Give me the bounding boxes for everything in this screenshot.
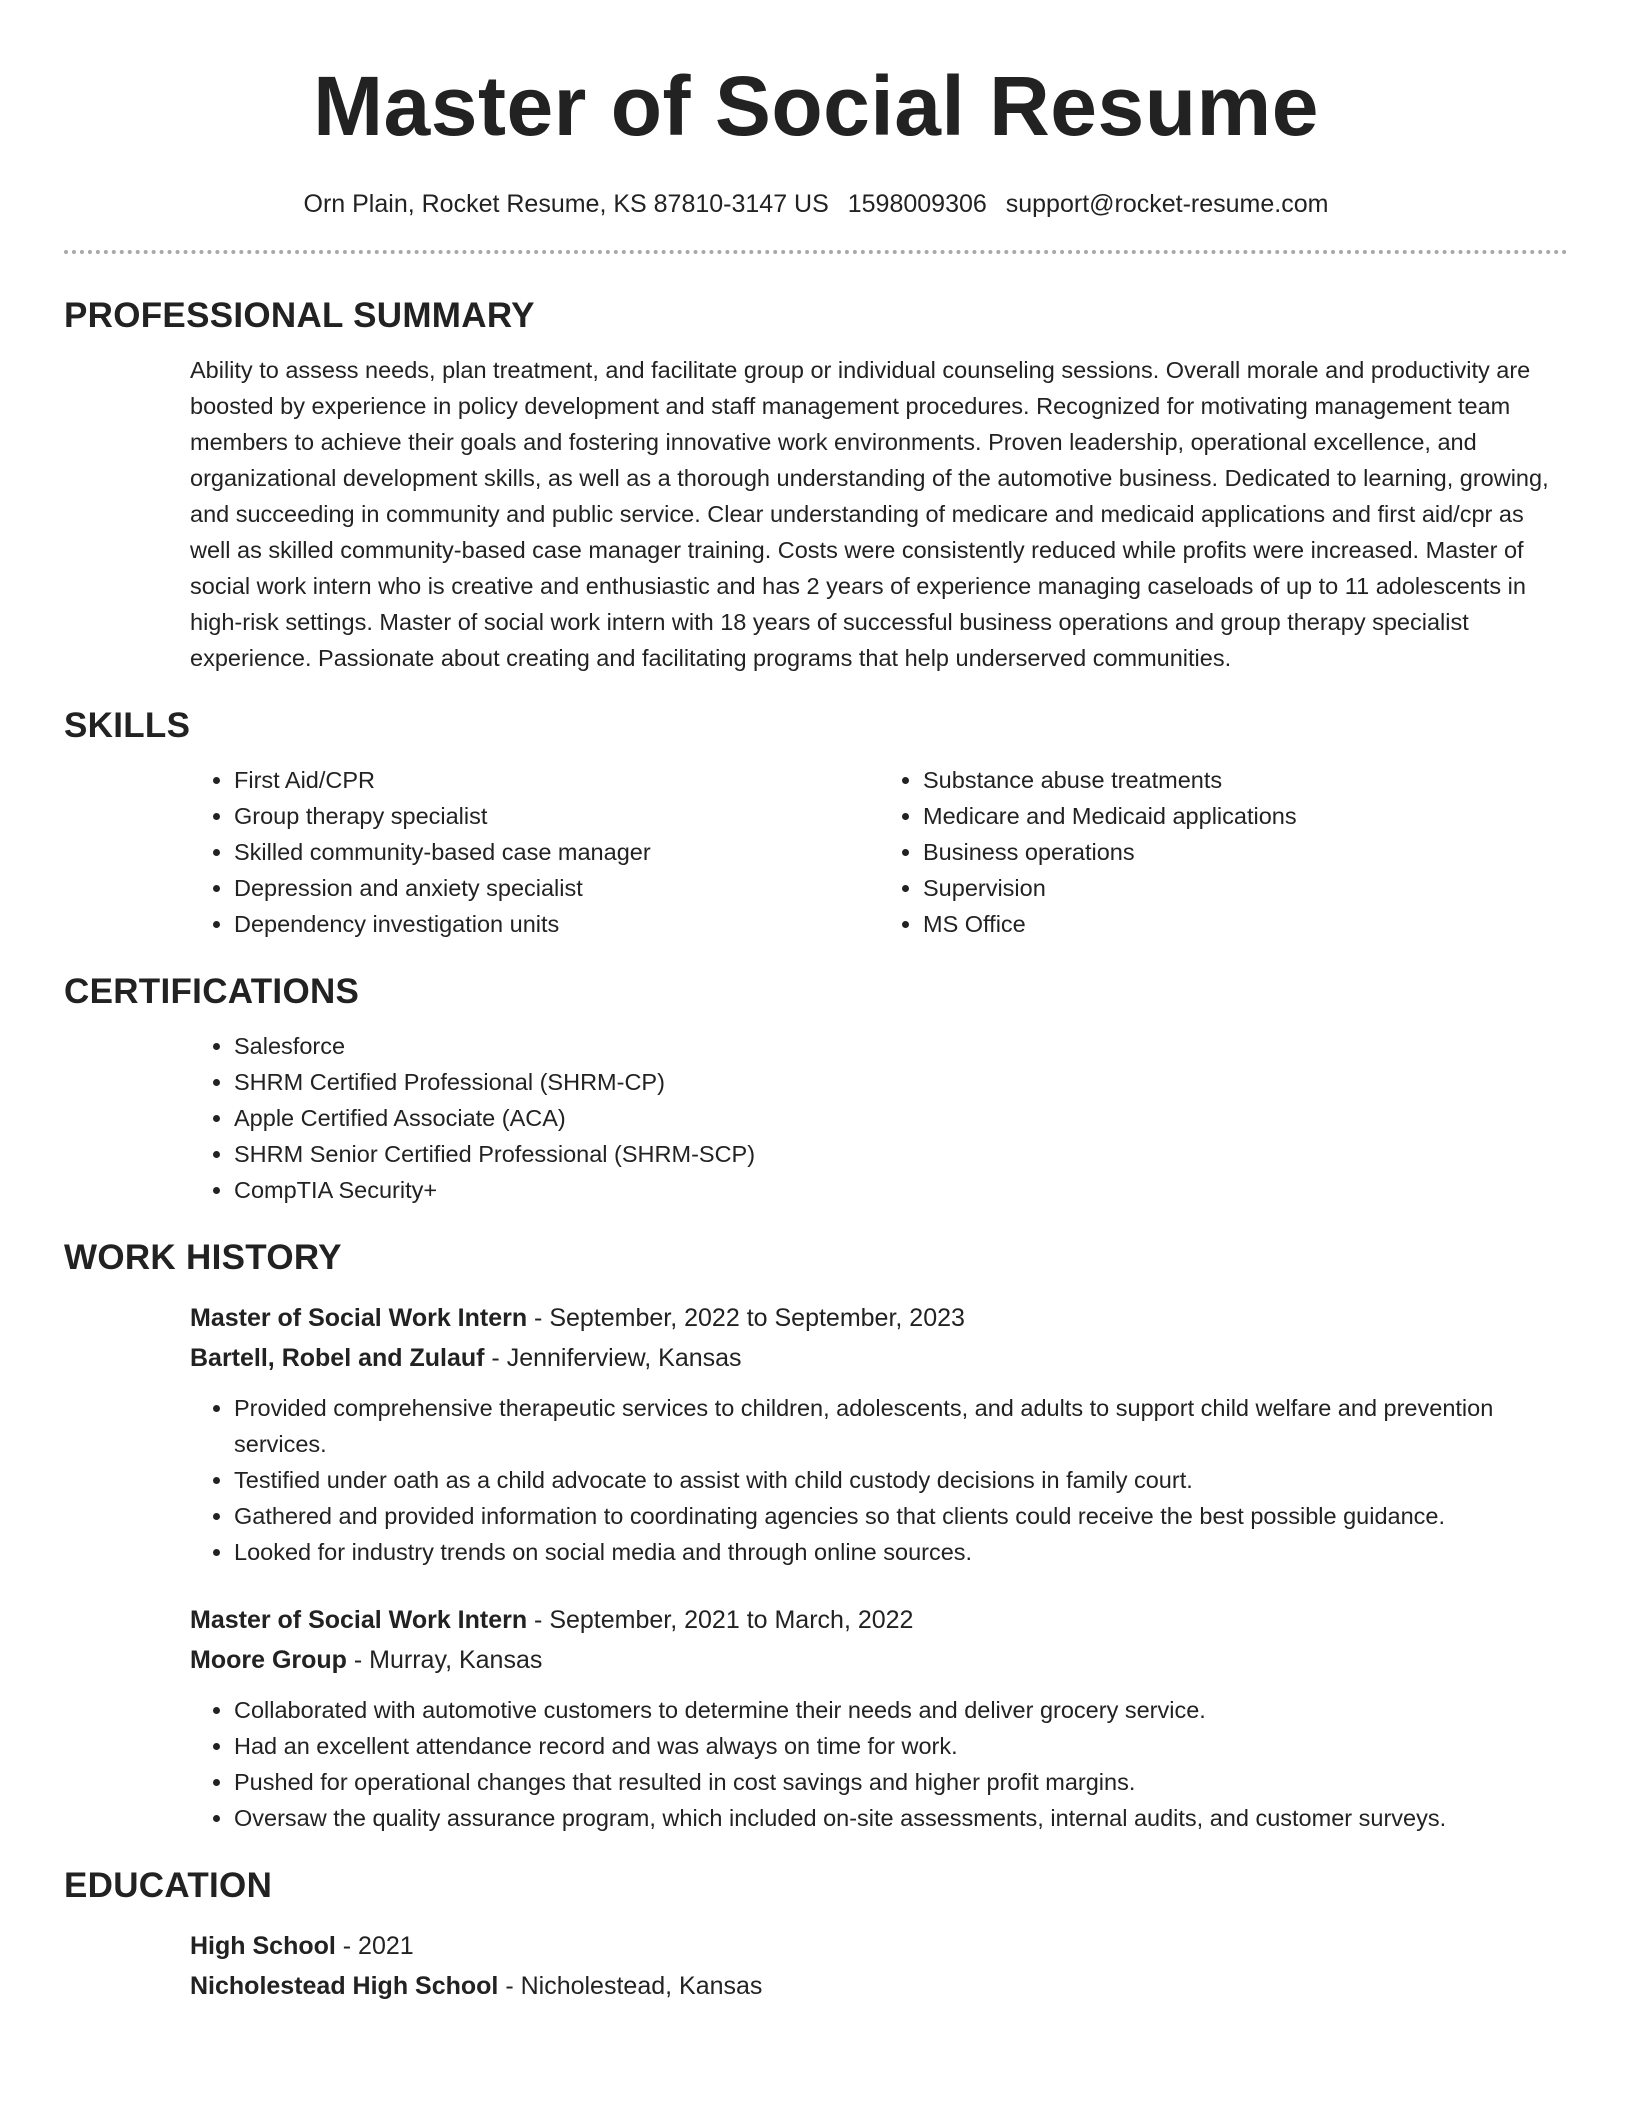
- skill-item: • Dependency investigation units: [234, 906, 879, 942]
- job-location: - Murray, Kansas: [346, 1646, 543, 1674]
- certification-item: • Apple Certified Associate (ACA): [234, 1100, 1568, 1136]
- section-skills: [64, 704, 1568, 942]
- section-work-history: [64, 1236, 1568, 1836]
- resume-header: [64, 0, 1568, 220]
- skill-item: • Skilled community-based case manager: [234, 834, 879, 870]
- contact-email: support@rocket-resume.com: [1005, 190, 1329, 218]
- section-title-summary: PROFESSIONAL SUMMARY: [64, 296, 535, 335]
- skills-grid: [64, 762, 1568, 942]
- job-entry: [190, 1298, 1568, 1570]
- skill-item: • MS Office: [923, 906, 1568, 942]
- job-role: Master of Social Work Intern: [190, 1606, 528, 1634]
- job-company-line: [190, 1640, 1568, 1680]
- section-professional-summary: [64, 294, 1568, 676]
- certification-item: • CompTIA Security+: [234, 1172, 1568, 1208]
- contact-address: Orn Plain, Rocket Resume, KS 87810-3147 US: [303, 190, 829, 218]
- section-title-education: EDUCATION: [64, 1866, 273, 1905]
- skill-item: • First Aid/CPR: [234, 762, 879, 798]
- job-dates: - September, 2021 to March, 2022: [527, 1606, 914, 1634]
- job-company-line: [190, 1338, 1568, 1378]
- education-degree-line: [190, 1926, 1568, 1966]
- job-entry: [190, 1600, 1568, 1836]
- job-role: Master of Social Work Intern: [190, 1304, 528, 1332]
- certification-item: • SHRM Senior Certified Professional (SHRM-SCP): [234, 1136, 1568, 1172]
- education-location: - Nicholestead, Kansas: [498, 1972, 763, 2000]
- section-title-work: WORK HISTORY: [64, 1238, 342, 1277]
- section-title-skills: SKILLS: [64, 706, 191, 745]
- skill-item: • Supervision: [923, 870, 1568, 906]
- section-title-certifications: CERTIFICATIONS: [64, 972, 360, 1011]
- section-certifications: [64, 970, 1568, 1208]
- skills-list-right: [879, 762, 1568, 942]
- section-education: [64, 1864, 1568, 2006]
- skill-item: • Group therapy specialist: [234, 798, 879, 834]
- job-title-line: [190, 1298, 1568, 1338]
- job-bullets: [190, 1692, 1568, 1836]
- job-bullet: • Testified under oath as a child advocate to assist with child custody decisions in family court.: [234, 1462, 1568, 1498]
- skill-item: • Business operations: [923, 834, 1568, 870]
- skills-list-left: [190, 762, 879, 942]
- job-bullet: • Collaborated with automotive customers to determine their needs and deliver grocery service.: [234, 1692, 1568, 1728]
- job-bullets: [190, 1390, 1568, 1570]
- job-bullet: • Had an excellent attendance record and was always on time for work.: [234, 1728, 1568, 1764]
- education-degree: High School: [190, 1932, 336, 1960]
- job-dates: - September, 2022 to September, 2023: [527, 1304, 965, 1332]
- education-year: - 2021: [335, 1932, 414, 1960]
- contact-line: [64, 188, 1568, 220]
- candidate-name: Master of Social Resume: [313, 59, 1319, 153]
- job-company: Moore Group: [190, 1646, 347, 1674]
- education-school: Nicholestead High School: [190, 1972, 499, 2000]
- job-bullet: • Pushed for operational changes that resulted in cost savings and higher profit margins.: [234, 1764, 1568, 1800]
- job-bullet: • Gathered and provided information to coordinating agencies so that clients could receive the best possible guidance.: [234, 1498, 1568, 1534]
- job-company: Bartell, Robel and Zulauf: [190, 1344, 485, 1372]
- skill-item: • Substance abuse treatments: [923, 762, 1568, 798]
- skill-item: • Depression and anxiety specialist: [234, 870, 879, 906]
- skill-item: • Medicare and Medicaid applications: [923, 798, 1568, 834]
- contact-phone: 1598009306: [847, 190, 987, 218]
- job-bullet: • Provided comprehensive therapeutic services to children, adolescents, and adults to support child welfare and prevention services.: [234, 1390, 1568, 1462]
- job-bullet: • Oversaw the quality assurance program, which included on-site assessments, internal audits, and customer surveys.: [234, 1800, 1568, 1836]
- education-school-line: [190, 1966, 1568, 2006]
- job-bullet: • Looked for industry trends on social media and through online sources.: [234, 1534, 1568, 1570]
- job-location: - Jenniferview, Kansas: [484, 1344, 742, 1372]
- header-divider: [64, 250, 1568, 254]
- summary-text: Ability to assess needs, plan treatment, and facilitate group or individual counseling sessions. Overall morale and productivity are boosted by experience in policy development and staff management procedures. Recognized for motivating management team members to achieve their goals and fostering innovative work environments. Proven leadership, operational excellence, and organizational development skills, as well as a thorough understanding of the automotive business. Dedicated to learning, growing, and succeeding in community and public service. Clear understanding of medicare and medicaid applications and first aid/cpr as well as skilled community-based case manager training. Costs were consistently reduced while profits were increased. Master of social work intern who is creative and enthusiastic and has 2 years of experience managing caseloads of up to 11 adolescents in high-risk settings. Master of social work intern with 18 years of successful business operations and group therapy specialist experience. Passionate about creating and facilitating programs that help underserved communities.: [190, 357, 1549, 671]
- job-title-line: [190, 1600, 1568, 1640]
- certification-item: • Salesforce: [234, 1028, 1568, 1064]
- certifications-list: [190, 1028, 1568, 1208]
- certification-item: • SHRM Certified Professional (SHRM-CP): [234, 1064, 1568, 1100]
